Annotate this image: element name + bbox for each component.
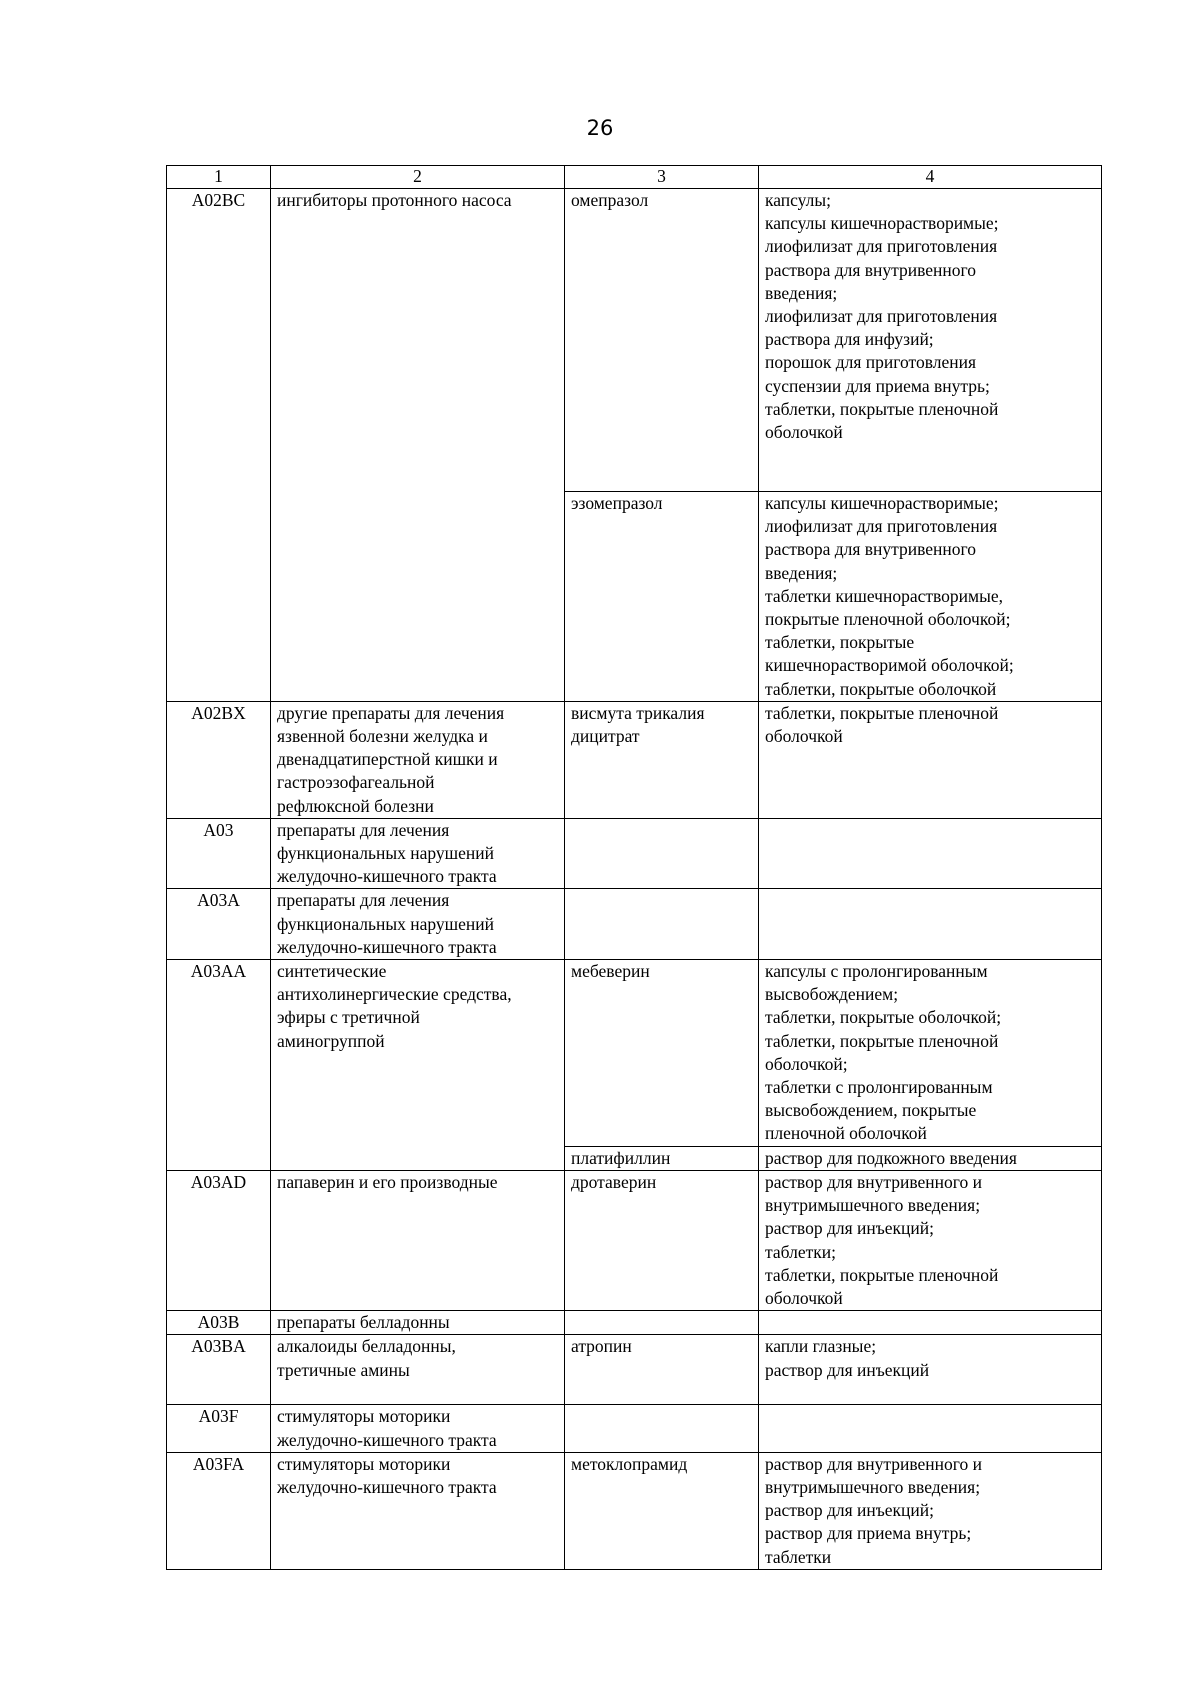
group-name: стимуляторы моторики желудочно-кишечного тракта	[271, 1405, 565, 1452]
dosage-forms	[759, 818, 1102, 889]
table-row	[167, 701, 1102, 818]
dosage-forms: капли глазные; раствор для инъекций	[759, 1335, 1102, 1405]
drug-name: платифиллин	[565, 1146, 759, 1170]
table-row	[167, 1311, 1102, 1335]
header-col-3: 3	[565, 166, 759, 189]
header-col-1: 1	[167, 166, 271, 189]
table-row	[167, 1452, 1102, 1569]
table-row	[167, 189, 1102, 492]
atc-code: A03	[167, 818, 271, 889]
dosage-forms: таблетки, покрытые пленочной оболочкой	[759, 701, 1102, 818]
drug-name: висмута трикалия дицитрат	[565, 701, 759, 818]
dosage-forms: капсулы кишечнорастворимые; лиофилизат для приготовления раствора для внутривенного введения; таблетки кишечнорастворимые, покрытые пленочной оболочкой; таблетки, покрытые кишечнорастворимой оболочкой; таблетки, покрытые оболочкой	[759, 492, 1102, 702]
atc-code: A03FA	[167, 1452, 271, 1569]
group-name: синтетические антихолинергические средства, эфиры с третичной аминогруппой	[271, 960, 565, 1171]
table-row	[167, 818, 1102, 889]
atc-code: A03B	[167, 1311, 271, 1335]
group-name: алкалоиды белладонны, третичные амины	[271, 1335, 565, 1405]
header-col-2: 2	[271, 166, 565, 189]
group-name: стимуляторы моторики желудочно-кишечного тракта	[271, 1452, 565, 1569]
atc-code: A03AD	[167, 1170, 271, 1310]
drug-name: метоклопрамид	[565, 1452, 759, 1569]
table-row	[167, 1335, 1102, 1405]
atc-code: A03A	[167, 889, 271, 960]
table-header-row	[167, 166, 1102, 189]
drug-name: эзомепразол	[565, 492, 759, 702]
group-name: препараты для лечения функциональных нарушений желудочно-кишечного тракта	[271, 889, 565, 960]
dosage-forms	[759, 1405, 1102, 1452]
group-name: препараты для лечения функциональных нарушений желудочно-кишечного тракта	[271, 818, 565, 889]
dosage-forms: раствор для внутривенного и внутримышечного введения; раствор для инъекций; раствор для приема внутрь; таблетки	[759, 1452, 1102, 1569]
drug-name: дротаверин	[565, 1170, 759, 1310]
dosage-forms: капсулы с пролонгированным высвобождением; таблетки, покрытые оболочкой; таблетки, покрытые пленочной оболочкой; таблетки с пролонгированным высвобождением, покрытые пленочной оболочкой	[759, 960, 1102, 1147]
group-name: препараты белладонны	[271, 1311, 565, 1335]
drug-name	[565, 818, 759, 889]
drug-table	[166, 165, 1102, 1570]
table-row	[167, 960, 1102, 1147]
drug-name: мебеверин	[565, 960, 759, 1147]
drug-name	[565, 1311, 759, 1335]
dosage-forms	[759, 889, 1102, 960]
drug-name: омепразол	[565, 189, 759, 492]
atc-code: A03F	[167, 1405, 271, 1452]
group-name: ингибиторы протонного насоса	[271, 189, 565, 702]
atc-code: A03AA	[167, 960, 271, 1171]
dosage-forms: раствор для внутривенного и внутримышечного введения; раствор для инъекций; таблетки; таблетки, покрытые пленочной оболочкой	[759, 1170, 1102, 1310]
page-number: 26	[586, 116, 614, 140]
table-row	[167, 1405, 1102, 1452]
atc-code: A03BA	[167, 1335, 271, 1405]
table-row	[167, 1170, 1102, 1310]
dosage-forms: раствор для подкожного введения	[759, 1146, 1102, 1170]
group-name: папаверин и его производные	[271, 1170, 565, 1310]
atc-code: A02BC	[167, 189, 271, 702]
table-row	[167, 889, 1102, 960]
dosage-forms: капсулы; капсулы кишечнорастворимые; лиофилизат для приготовления раствора для внутривенного введения; лиофилизат для приготовления раствора для инфузий; порошок для приготовления суспензии для приема внутрь; таблетки, покрытые пленочной оболочкой	[759, 189, 1102, 492]
group-name: другие препараты для лечения язвенной болезни желудка и двенадцатиперстной кишки и гастроэзофагеальной рефлюксной болезни	[271, 701, 565, 818]
drug-name	[565, 889, 759, 960]
drug-name: атропин	[565, 1335, 759, 1405]
dosage-forms	[759, 1311, 1102, 1335]
atc-code: A02BX	[167, 701, 271, 818]
header-col-4: 4	[759, 166, 1102, 189]
drug-name	[565, 1405, 759, 1452]
